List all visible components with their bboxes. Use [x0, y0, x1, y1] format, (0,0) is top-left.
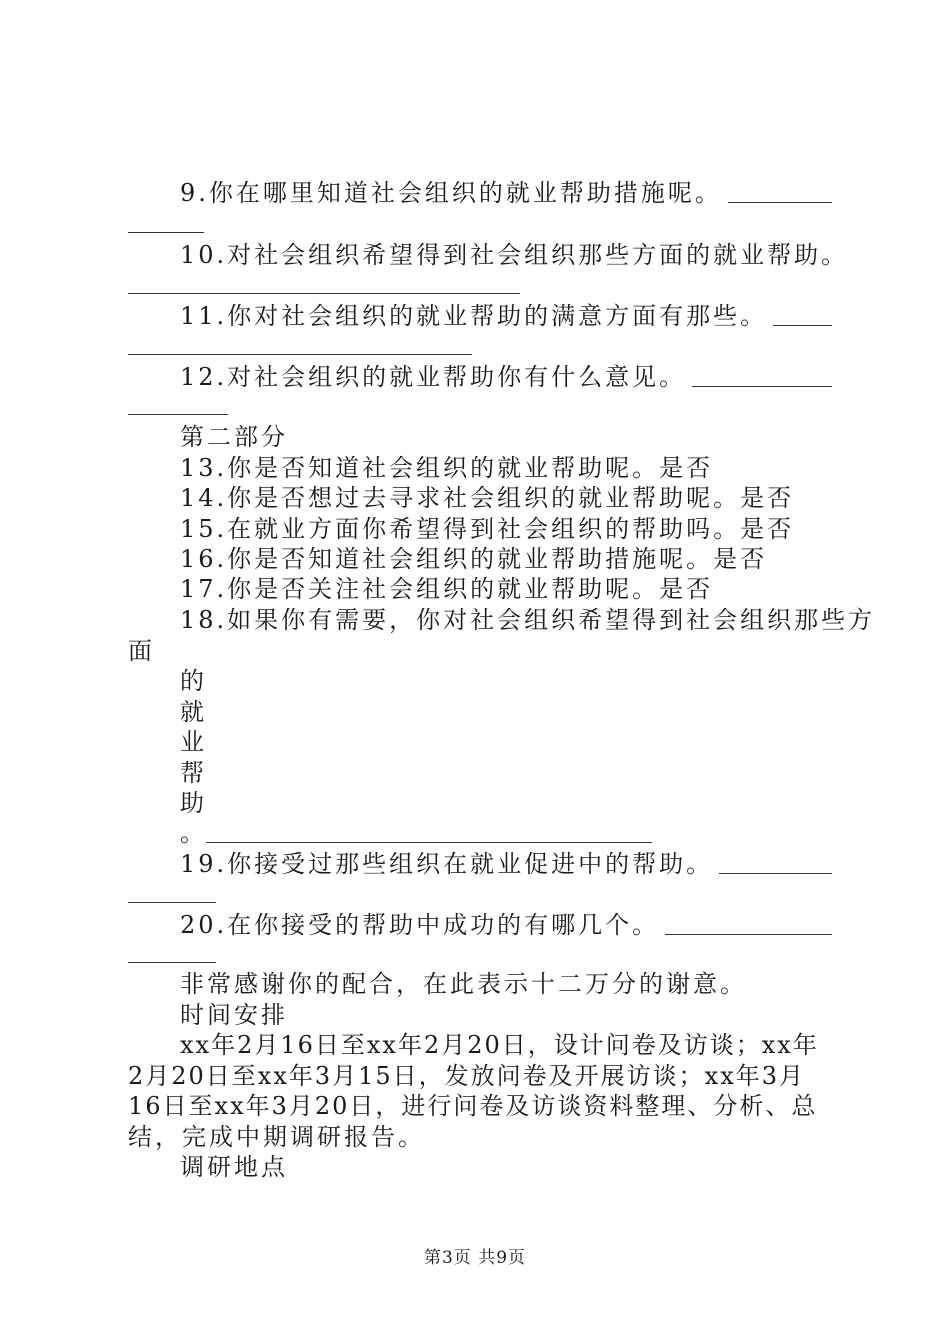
question-20-text: 20.在你接受的帮助中成功的有哪几个。: [180, 911, 660, 939]
answer-blank: [773, 325, 832, 326]
answer-blank: [665, 934, 832, 935]
answer-blank-continuation: [128, 962, 216, 963]
question-12-text: 12.对社会组织的就业帮助你有什么意见。: [180, 363, 687, 391]
schedule-line: 16日至xx年3月20日，进行问卷及访谈资料整理、分析、总: [128, 1092, 818, 1120]
question-18-line2: 面: [128, 637, 155, 665]
question-18-char: 帮: [180, 759, 204, 787]
part2-heading: 第二部分: [180, 423, 288, 451]
schedule-line: 结，完成中期调研报告。: [128, 1123, 425, 1151]
schedule-heading: 时间安排: [180, 1001, 288, 1029]
question-18-end-mark: 。: [180, 819, 204, 847]
question-10: [180, 240, 849, 270]
answer-blank-continuation: [128, 354, 472, 355]
question-9: [180, 178, 832, 208]
question-9-text: 9.你在哪里知道社会组织的就业帮助措施呢。: [180, 179, 722, 207]
schedule-line: 2月20日至xx年3月15日，发放问卷及开展访谈；xx年3月: [128, 1062, 806, 1090]
question-18-char: 就: [180, 698, 204, 726]
answer-blank-continuation: [128, 232, 204, 233]
question-17: 17.你是否关注社会组织的就业帮助呢。是否: [180, 575, 714, 603]
question-13: 13.你是否知道社会组织的就业帮助呢。是否: [180, 454, 714, 482]
question-19-text: 19.你接受过那些组织在就业促进中的帮助。: [180, 850, 714, 878]
question-20: [180, 910, 832, 940]
answer-blank: [206, 842, 652, 843]
page-footer: 第3页 共9页: [423, 1248, 527, 1268]
question-14: 14.你是否想过去寻求社会组织的就业帮助呢。是否: [180, 484, 795, 512]
answer-blank: [692, 386, 832, 387]
question-15: 15.在就业方面你希望得到社会组织的帮助吗。是否: [180, 515, 795, 543]
question-18-char: 的: [180, 667, 204, 695]
question-18-line1: 18.如果你有需要，你对社会组织希望得到社会组织那些方: [180, 606, 876, 634]
question-11-text: 11.你对社会组织的就业帮助的满意方面有那些。: [180, 302, 768, 330]
question-19: [180, 849, 832, 879]
answer-blank: [719, 873, 832, 874]
location-heading: 调研地点: [180, 1153, 288, 1181]
answer-blank-continuation: [128, 414, 228, 415]
question-12: [180, 362, 832, 392]
question-10-text: 10.对社会组织希望得到社会组织那些方面的就业帮助。: [180, 241, 849, 269]
question-18-char: 业: [180, 728, 204, 756]
question-16: 16.你是否知道社会组织的就业帮助措施呢。是否: [180, 545, 768, 573]
answer-blank-continuation: [128, 902, 216, 903]
question-18-char: 助: [180, 789, 204, 817]
question-11: [180, 301, 832, 331]
schedule-line: xx年2月16日至xx年2月20日，设计问卷及访谈；xx年: [180, 1031, 819, 1059]
answer-blank-continuation: [128, 293, 520, 294]
answer-blank: [728, 202, 832, 203]
thanks-text: 非常感谢你的配合，在此表示十二万分的谢意。: [180, 970, 747, 998]
